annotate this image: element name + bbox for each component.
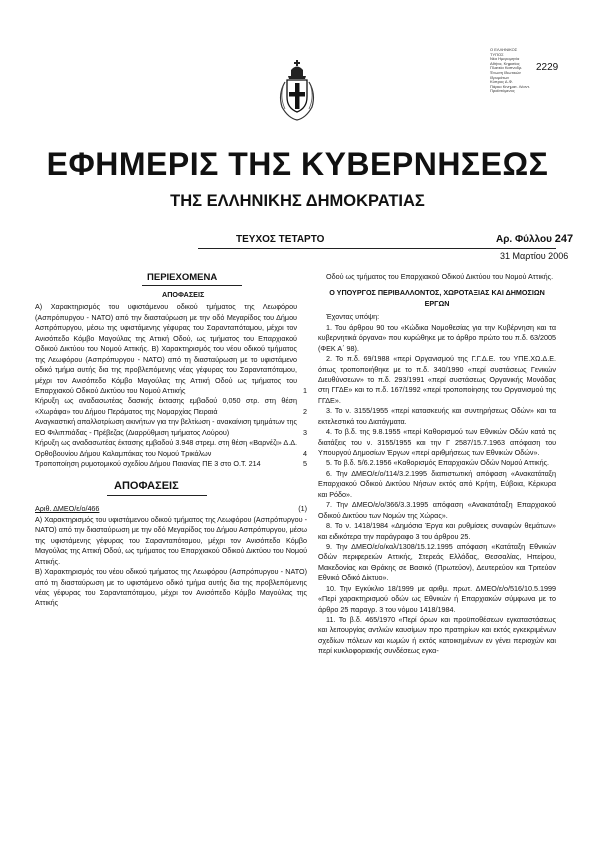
issue-label: ΤΕΥΧΟΣ ΤΕΤΑΡΤΟ — [236, 234, 325, 245]
sheet-label-text: Αρ. Φύλλου — [496, 234, 552, 245]
publisher-note-line: Προϊστάμενος — [490, 88, 515, 94]
toc-list — [35, 302, 307, 469]
toc-entry-text: Α) Χαρακτηρισμός του υφιστάμενου οδικού τμήματος της Λεωφόρου (Ασπρόπυργου - ΝΑΤΟ) από την διασταύρωση με την οδό Μεγαρίδος του Δήμου Ασπρόπυργου, μέσω της υφιστάμενης γέφυρας του Σαρανταπόταμου, μέχρι τον Ανισόπεδο Κόμβο Μαγούλας της Αττική Οδού, ως τμήματος του Επαρχιακού Οδικού Δικτύου του Νομού Αττικής. Β) Χαρακτηρισμός του νέου οδικού τμήματος της Λεωφόρου (Ασπρόπυργου - ΝΑΤΟ) από τη διασταύρωση με το υφιστάμενο οδικό τμήμα αυτής δια της προβλεπόμενης νέας γέφυρας του Σαρανταπόταμου, μέχρι τον Ανισόπεδο Κόμβο Μαγούλας της Αττική Οδού ως τμήματος του Επαρχιακού Οδικού Δικτύου του Νομού Αττικής — [35, 302, 297, 395]
gazette-title: ΕΦΗΜΕΡΙΣ ΤΗΣ ΚΥΒΕΡΝΗΣΕΩΣ — [46, 146, 549, 182]
publisher-note-line: ΤΥΠΟΣ — [490, 51, 504, 57]
contents-heading: ΠΕΡΙΕΧΟΜΕΝΑ — [147, 272, 218, 283]
publisher-note-line: Πλατεία Καπνοδρ. — [490, 65, 523, 71]
publisher-note-line: Ένωση Ιδιωτικών — [490, 69, 521, 75]
consideration-item: 10. Την Εγκύκλιο 18/1999 με αριθμ. πρωτ. ΔΜΕΟ/ε/ο/516/10.5.1999 «Περί χαρακτηρισμού οδών ως Εθνικών ή Επαρχιακών σύμφωνα με το άρθρο 25 παραγρ. 3 του νόμου 1418/1984. — [318, 583, 556, 614]
consideration-item: 5. Το β.δ. 5/6.2.1956 «Καθορισμός Επαρχιακών Οδών Νομού Αττικής. — [326, 458, 550, 468]
publisher-note-line: Ιδρυμάτων — [490, 74, 510, 80]
toc-entry-text: Κήρυξη ως αναδασωτέας δασικής έκτασης εμβαδού 0,050 στρ. στη θέση «Χωράφα» του Δήμου Περάματος της Νομαρχίας Πειραιά — [35, 396, 297, 416]
decisions-subheading: ΑΠΟΦΑΣΕΙΣ — [162, 290, 205, 299]
decision-number-row — [35, 504, 307, 514]
left-column — [35, 272, 320, 609]
decisions-heading: ΑΠΟΦΑΣΕΙΣ — [114, 480, 179, 493]
toc-entry-text: Αναγκαστική απαλλοτρίωση ακινήτων για την βελτίωση - ανακαίνιση τμημάτων της ΕΟ Φιλιππιάδας - Πρέβεζας (Διαρρύθμιση τμήματος Λούρου) — [35, 417, 297, 437]
consideration-item: 3. Το ν. 3155/1955 «περί κατασκευής και συντηρήσεως Οδών» και τα εκτελεστικά του Διατάγματα. — [318, 406, 556, 426]
right-column — [318, 272, 556, 657]
right-intro: Οδού ως τμήματος του Επαρχιακού Οδικού Δικτύου του Νομού Αττικής. — [326, 272, 554, 281]
toc-entry-text: Τροποποίηση ρυμοτομικού σχεδίου Δήμου Παιανίας ΠΕ 3 στο Ο.Τ. 214 — [35, 459, 261, 468]
consideration-item: 8. Το ν. 1418/1984 «Δημόσια Έργα και ρυθμίσεις συναφών θεμάτων» και ειδικότερα την παράγραφο 3 του άρθρου 25. — [318, 521, 556, 541]
toc-entry-page: 5 — [303, 459, 307, 468]
toc-entry[interactable] — [35, 417, 307, 438]
greek-coat-of-arms-icon — [270, 52, 324, 122]
publisher-note-line: Νέα Ημερομηνία — [490, 56, 520, 62]
toc-entry-page: 2 — [303, 406, 307, 416]
having-regard: Έχοντας υπόψη: — [326, 312, 380, 322]
toc-entry[interactable] — [35, 438, 307, 459]
decision-text-b: Β) Χαρακτηρισμός του νέου οδικού τμήματος της Λεωφόρου (Ασπρόπυργου - ΝΑΤΟ) από τη διασταύρωση με το υφιστάμενο οδικό τμήμα αυτής δια της προβλεπόμενης νέας γέφυρας του Σαρανταπόταμου, μέχρι τον Ανισόπεδο Κόμβο Μαγούλας της Αττικής — [35, 567, 307, 608]
publisher-note-line: Ο ΕΛΛΗΝΙΚΟΣ — [490, 47, 518, 52]
toc-entry[interactable] — [35, 302, 307, 396]
decisions-rule — [107, 495, 207, 496]
header-rule — [198, 248, 556, 249]
sheet-label — [496, 233, 573, 245]
consideration-item: 9. Την ΔΜΕΟ/ε/ο/καλ/1308/15.12.1995 απόφαση «Κατάταξη Εθνικών Οδών περιφερειών Αττικής, Στερεάς Ελλάδας, Θεσσαλίας, Ηπείρου, Μακεδονίας και Θράκης σε Βασικό (Πρωτεύον), Δευτερεύον και Τριτεύον Εθνικό Οδικό Δίκτυο». — [318, 541, 556, 583]
consideration-item: 2. Το π.δ. 69/1988 «περί Οργανισμού της Γ.Γ.Δ.Ε. του ΥΠΕ.ΧΩ.Δ.Ε. όπως τροποποιήθηκε με το π.δ. 340/1990 «περί συστάσεως Γενικών Διευθύνσεων» το π.δ. 293/1991 «περί συστάσεως Οργανικής Μονάδας στη ΓΓΔΕ» και το π.δ. 167/1992 «περί τροποποίησης του Οργανισμού της ΓΓΔΕ». — [318, 354, 556, 405]
page-number: 2229 — [536, 62, 559, 73]
decision-text-a: Α) Χαρακτηρισμός του υφιστάμενου οδικού τμήματος της Λεωφόρου (Ασπρόπυργου - ΝΑΤΟ) από την διασταύρωση με την οδό Μεγαρίδος του Δήμου Ασπρόπυργου, μέσω της υφιστάμενης γέφυρας του Σαρανταπόταμου, μέχρι τον Ανισόπεδο Κόμβο Μαγούλας της Αττική Οδού, ως τμήματος του Επαρχιακού Οδικού Δικτύου του Νομού Αττικής. — [35, 514, 307, 566]
decision-ref: (1) — [298, 504, 307, 514]
consideration-item: 7. Την ΔΜΕΟ/ε/ο/366/3.3.1995 απόφαση «Ανακατάταξη Επαρχιακού Οδικού Δικτύου των Νομών της Χώρας». — [318, 500, 556, 520]
decision-number: Αριθ. ΔΜΕΟ/ε/ο/466 — [35, 504, 100, 514]
considerations-list — [318, 323, 556, 657]
publisher-note-line: Πάρκο Κινηματ. Λέοντ. — [490, 83, 531, 89]
consideration-item: 11. Το β.δ. 465/1970 «Περί όρων και προϋποθέσεων εγκαταστάσεως και λειτουργίας αντλιών καυσίμων προ πρατηρίων και εκτός εγκεκριμένων σχεδίων πόλεων και κωμών ή εκτός κατοικημένων εν γένει περιοχών και περί κυκλοφοριακής συνδέσεως εγκα- — [318, 615, 556, 656]
toc-entry-page: 1 — [303, 385, 307, 395]
gazette-subtitle: ΤΗΣ ΕΛΛΗΝΙΚΗΣ ΔΗΜΟΚΡΑΤΙΑΣ — [170, 192, 425, 210]
sheet-number: 247 — [554, 233, 574, 245]
consideration-item: 6. Την ΔΜΕΟ/ε/ο/114/3.2.1995 διαπιστωτική απόφαση «Ανακατάταξη Επαρχιακού Οδικού Δικτύου Νήσων εκτός από Κρήτη, Εύβοια, Κέρκυρα και Ρόδο». — [318, 468, 556, 499]
toc-entry[interactable] — [35, 459, 307, 469]
minister-heading: Ο ΥΠΟΥΡΓΟΣ ΠΕΡΙΒΑΛΛΟΝΤΟΣ, ΧΩΡΟΤΑΞΙΑΣ ΚΑΙ ΔΗΜΟΣΙΩΝ ΕΡΓΩΝ — [329, 288, 545, 308]
publisher-note-line: Αθήνα, Κηφισίας — [490, 60, 520, 66]
issue-date: 31 Μαρτίου 2006 — [500, 251, 569, 261]
publisher-note-line: Κύπρος Δ.Φ. — [490, 79, 514, 85]
contents-rule — [142, 285, 242, 286]
toc-entry[interactable] — [35, 396, 307, 417]
consideration-item: 1. Του άρθρου 90 του «Κώδικα Νομοθεσίας για την Κυβέρνηση και τα κυβερνητικά όργανα» που κυρώθηκε με το άρθρο πρώτο του π.δ. 63/2005 (ΦΕΚ Α΄ 98). — [318, 322, 556, 353]
toc-entry-page: 4 — [303, 448, 307, 458]
toc-entry-text: Κήρυξη ως αναδασωτέας έκτασης εμβαδού 3.948 στρεμ. στη θέση «Βαρνέζι» Δ.Δ. Ορθοβουνίου Δήμου Καλαμπάκας του Νομού Τρικάλων — [35, 438, 297, 458]
consideration-item: 4. Το β.δ. της 9.8.1955 «περί Καθορισμού των Εθνικών Οδών κατά τις διατάξεις του ν. 3155/1955 και την Γ 2587/15.7.1963 απόφαση του Υπουργού Δημοσίων Έργων «περί αριθμήσεως των Εθνικών Οδών». — [318, 427, 556, 457]
toc-entry-page: 3 — [303, 427, 307, 437]
